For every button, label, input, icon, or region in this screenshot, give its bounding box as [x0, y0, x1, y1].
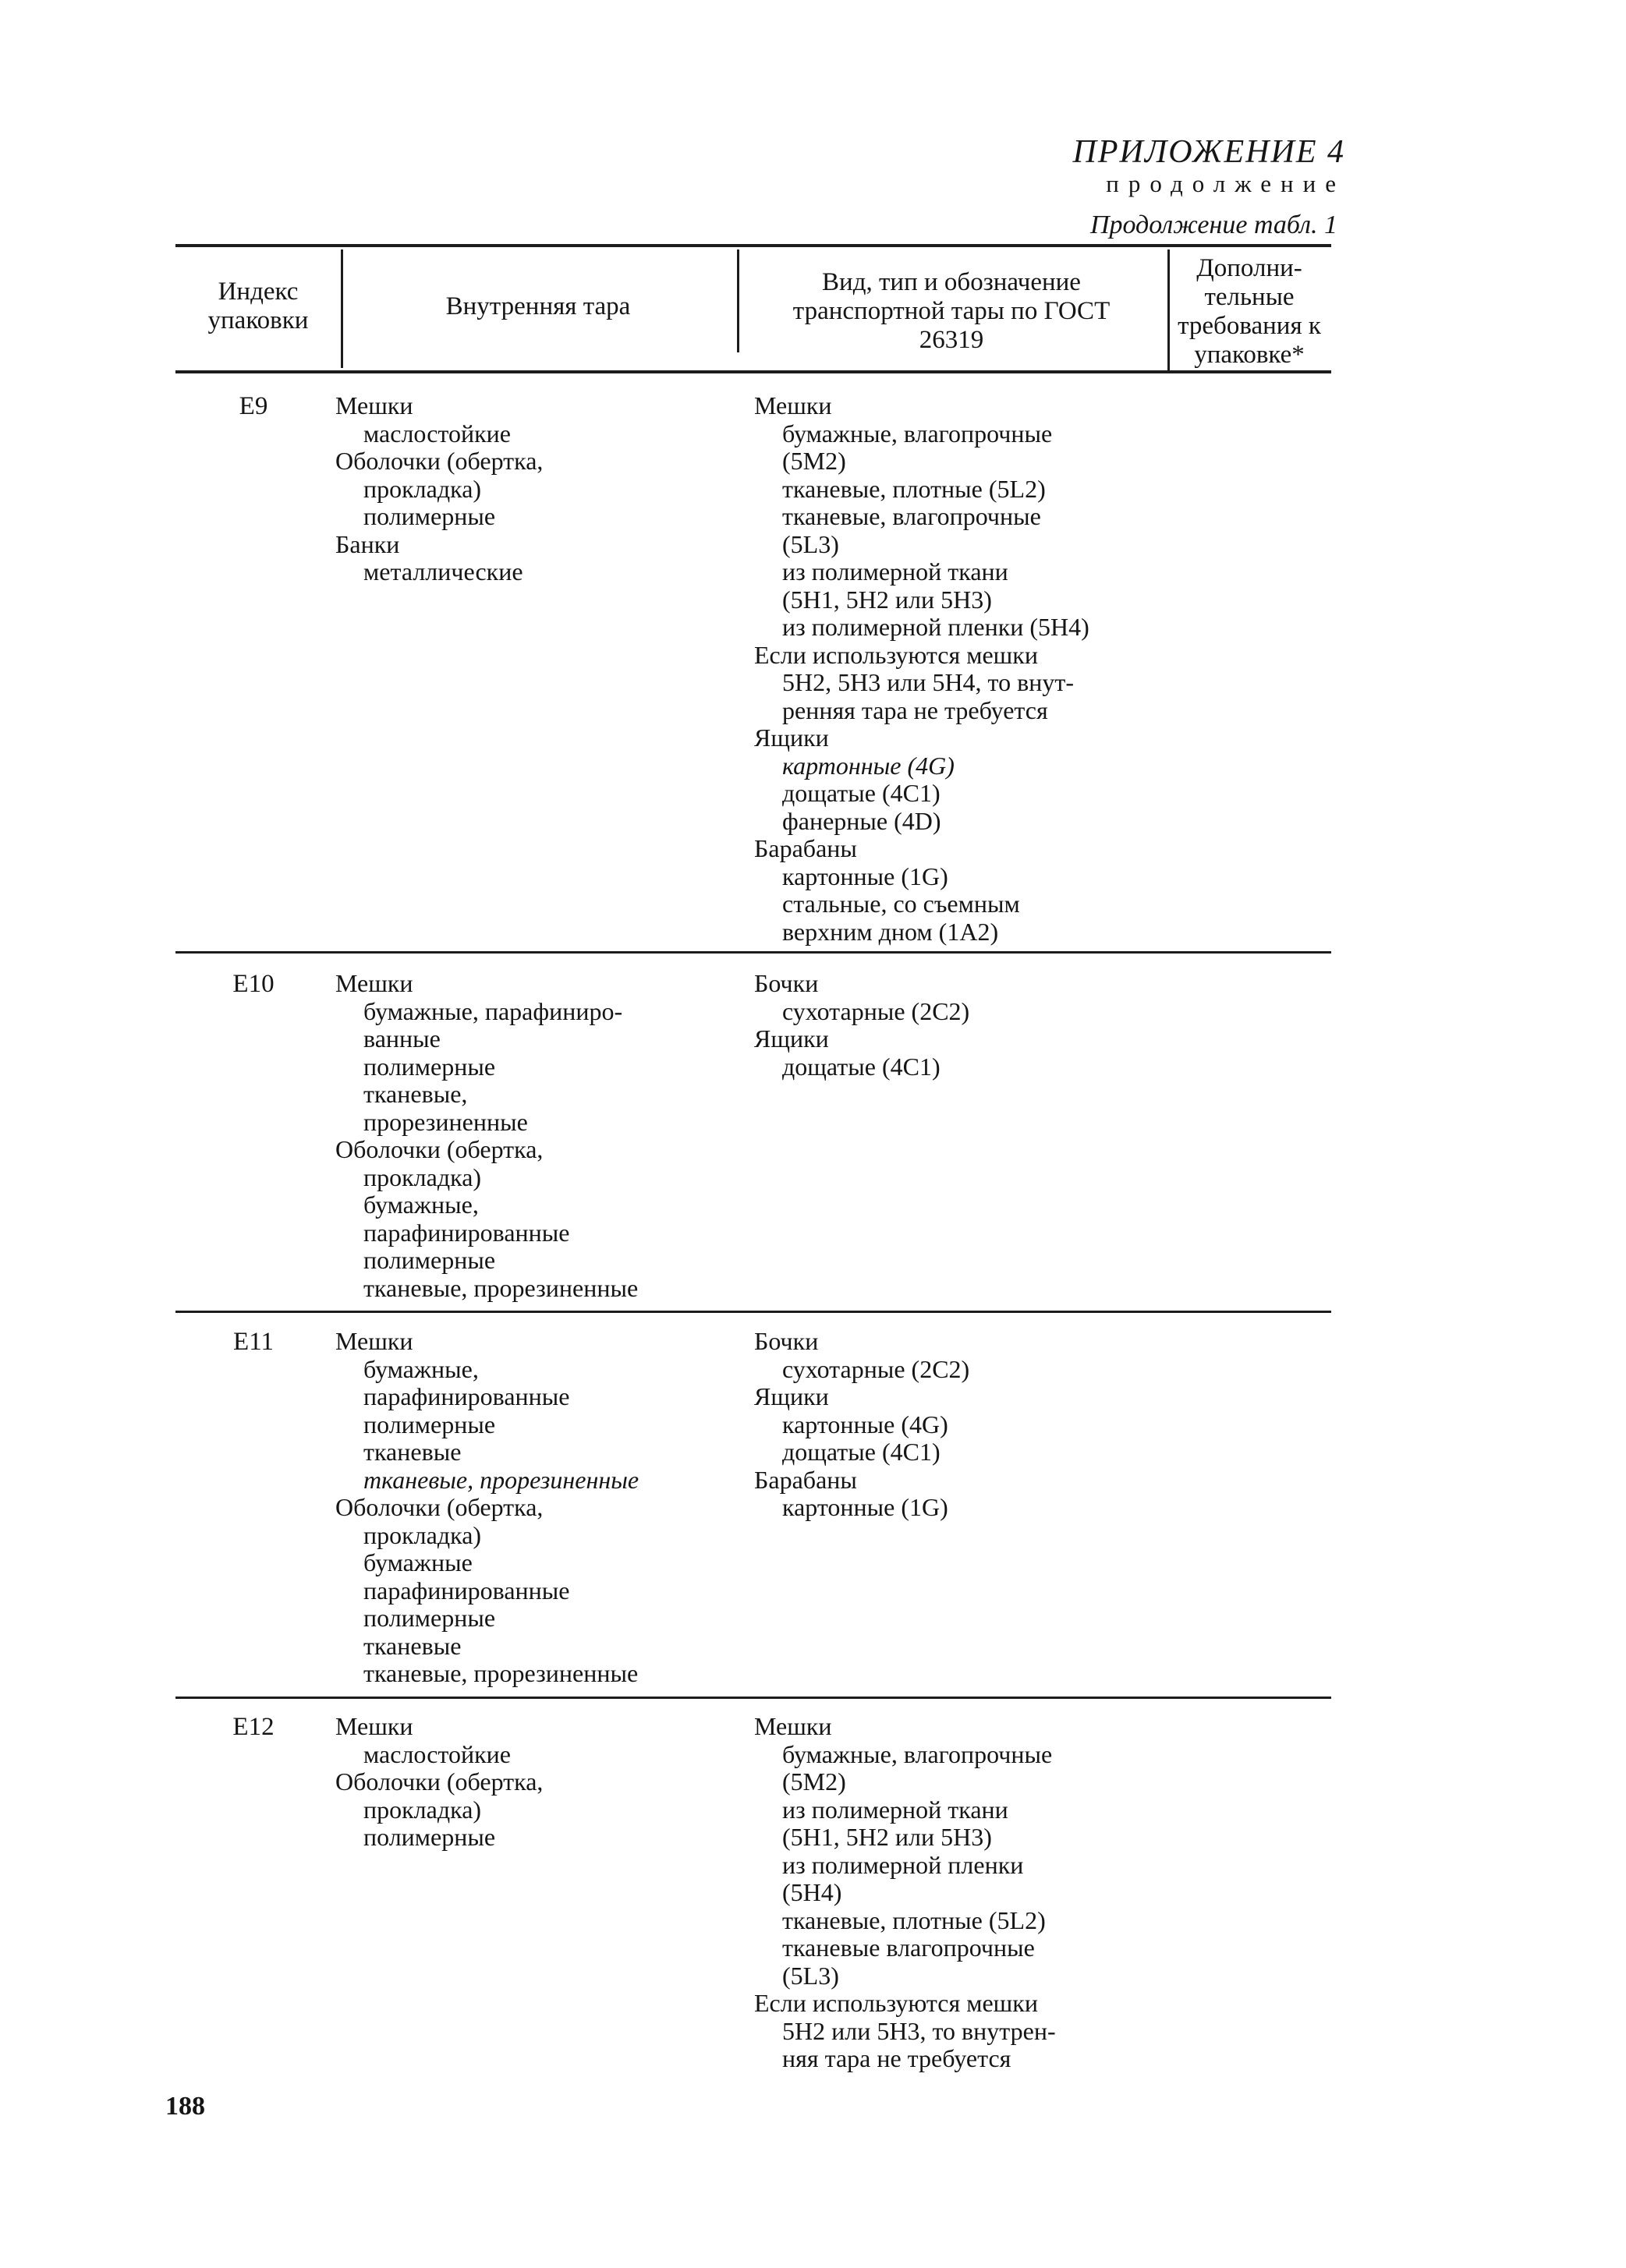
appendix-subtitle: продолжение	[1106, 170, 1345, 197]
list-item: (5Н1, 5Н2 или 5Н3)	[782, 585, 992, 614]
list-item: бумажные, влагопрочные	[782, 1739, 1053, 1768]
outer-packaging-list	[754, 1328, 969, 1522]
list-item: (5М2)	[782, 1767, 846, 1796]
list-item: бумажные,	[363, 1191, 479, 1219]
list-item: дощатые (4С1)	[782, 779, 941, 807]
list-item: сухотарные (2С2)	[782, 1354, 970, 1383]
list-item: тканевые	[363, 1438, 462, 1466]
list-item: из полимерной ткани	[782, 1795, 1008, 1824]
list-item: Ящики	[754, 1382, 829, 1410]
appendix-title: ПРИЛОЖЕНИЕ 4	[1072, 134, 1345, 170]
header-index: Индекс упаковки	[207, 278, 309, 334]
row-index: Е9	[239, 392, 268, 420]
list-item: металлические	[363, 557, 523, 586]
list-item: картонные (1G)	[782, 862, 948, 890]
list-item: (5Н1, 5Н2 или 5Н3)	[782, 1823, 992, 1851]
list-item: бумажные	[363, 1548, 473, 1576]
list-item: тканевые, прорезиненные	[363, 1273, 639, 1302]
inner-packaging-list	[335, 1713, 543, 1852]
row-separator-2	[175, 1311, 1331, 1313]
list-item: парафинированные	[363, 1576, 570, 1605]
row-separator-1	[175, 951, 1331, 954]
list-item: фанерные (4D)	[782, 806, 941, 835]
header-divider-1	[341, 249, 343, 368]
list-item: полимерные	[363, 1823, 496, 1851]
list-item: тканевые, прорезиненные	[363, 1465, 639, 1494]
list-item: Банки	[335, 529, 400, 558]
table-caption: Продолжение табл. 1	[1089, 211, 1337, 239]
list-item: тканевые, плотные (5L2)	[782, 1905, 1046, 1934]
list-item: из полимерной ткани	[782, 557, 1008, 586]
list-item: Мешки	[754, 391, 832, 419]
list-item: из полимерной пленки (5Н4)	[782, 613, 1089, 641]
list-item: дощатые (4С1)	[782, 1438, 941, 1466]
row-separator-3	[175, 1697, 1331, 1699]
inner-packaging-list	[335, 392, 543, 586]
list-item: прокладка)	[363, 1162, 482, 1191]
list-item: бумажные, влагопрочные	[782, 419, 1053, 448]
list-item: прокладка)	[363, 1520, 482, 1549]
list-item: полимерные	[363, 1052, 496, 1081]
list-item: Если используются мешки	[754, 640, 1038, 669]
list-item: тканевые влагопрочные	[782, 1934, 1035, 1962]
list-item: Оболочки (обертка,	[335, 447, 544, 475]
list-item: Мешки	[335, 1712, 413, 1740]
list-item: картонные (4G)	[782, 751, 955, 780]
list-item: Бочки	[754, 1327, 819, 1355]
list-item: Мешки	[335, 391, 413, 419]
table-top-rule	[175, 244, 1331, 247]
list-item: бумажные,	[363, 1354, 479, 1383]
list-item: (5L3)	[782, 529, 839, 558]
list-item: ванные	[363, 1024, 441, 1053]
header-extra: Дополни-тельные требования к упаковке*	[1178, 254, 1321, 369]
list-item: из полимерной пленки	[782, 1850, 1024, 1879]
list-item: Мешки	[335, 969, 413, 997]
list-item: полимерные	[363, 1604, 496, 1632]
list-item: Оболочки (обертка,	[335, 1767, 544, 1796]
list-item: картонные (1G)	[782, 1493, 948, 1521]
list-item: прорезиненные	[363, 1107, 528, 1136]
list-item: полимерные	[363, 502, 496, 530]
list-item: 5Н2 или 5Н3, то внутрен-	[782, 2016, 1056, 2045]
list-item: маслостойкие	[363, 419, 511, 448]
list-item: Барабаны	[754, 834, 857, 862]
header-inner: Внутренняя тара	[445, 292, 631, 320]
list-item: тканевые, плотные (5L2)	[782, 474, 1046, 503]
list-item: Оболочки (обертка,	[335, 1493, 544, 1521]
list-item: Ящики	[754, 724, 829, 752]
list-item: няя тара не требуется	[782, 2044, 1011, 2072]
list-item: Если используются мешки	[754, 1989, 1038, 2017]
header-divider-3	[1167, 249, 1170, 370]
list-item: Мешки	[335, 1327, 413, 1355]
list-item: дощатые (4С1)	[782, 1052, 941, 1081]
list-item: тканевые, влагопрочные	[782, 502, 1041, 530]
outer-packaging-list	[754, 970, 969, 1081]
outer-packaging-list	[754, 392, 1089, 946]
list-item: Мешки	[754, 1712, 832, 1740]
list-item: полимерные	[363, 1246, 496, 1274]
list-item: парафинированные	[363, 1382, 570, 1410]
list-item: тканевые, прорезиненные	[363, 1659, 639, 1687]
inner-packaging-list	[335, 970, 638, 1302]
list-item: (5Н4)	[782, 1878, 842, 1906]
appendix-heading	[1073, 134, 1345, 198]
header-divider-2	[737, 249, 739, 352]
row-index: Е12	[232, 1713, 275, 1741]
list-item: тканевые	[363, 1631, 462, 1660]
list-item: Бочки	[754, 969, 819, 997]
list-item: сухотарные (2С2)	[782, 996, 970, 1025]
inner-packaging-list	[335, 1328, 639, 1688]
list-item: прокладка)	[363, 1795, 482, 1824]
list-item: Оболочки (обертка,	[335, 1135, 544, 1163]
row-index: Е11	[233, 1328, 274, 1356]
list-item: полимерные	[363, 1410, 496, 1438]
list-item: 5Н2, 5Н3 или 5Н4, то внут-	[782, 668, 1074, 696]
list-item: картонные (4G)	[782, 1410, 948, 1438]
list-item: Ящики	[754, 1024, 829, 1053]
header-outer: Вид, тип и обозначение транспортной тары по ГОСТ 26319	[792, 268, 1111, 354]
list-item: стальные, со съемным	[782, 890, 1020, 918]
list-item: Барабаны	[754, 1465, 857, 1494]
list-item: верхним дном (1А2)	[782, 917, 999, 946]
list-item: прокладка)	[363, 474, 482, 503]
list-item: маслостойкие	[363, 1739, 511, 1768]
list-item: ренняя тара не требуется	[782, 695, 1048, 724]
list-item: (5М2)	[782, 447, 846, 475]
outer-packaging-list	[754, 1713, 1056, 2073]
list-item: (5L3)	[782, 1961, 839, 1990]
list-item: парафинированные	[363, 1218, 570, 1247]
list-item: бумажные, парафиниро-	[363, 996, 623, 1025]
row-index: Е10	[232, 970, 275, 998]
list-item: тканевые,	[363, 1080, 468, 1108]
header-bottom-rule	[175, 370, 1331, 373]
page-number: 188	[165, 2092, 205, 2121]
